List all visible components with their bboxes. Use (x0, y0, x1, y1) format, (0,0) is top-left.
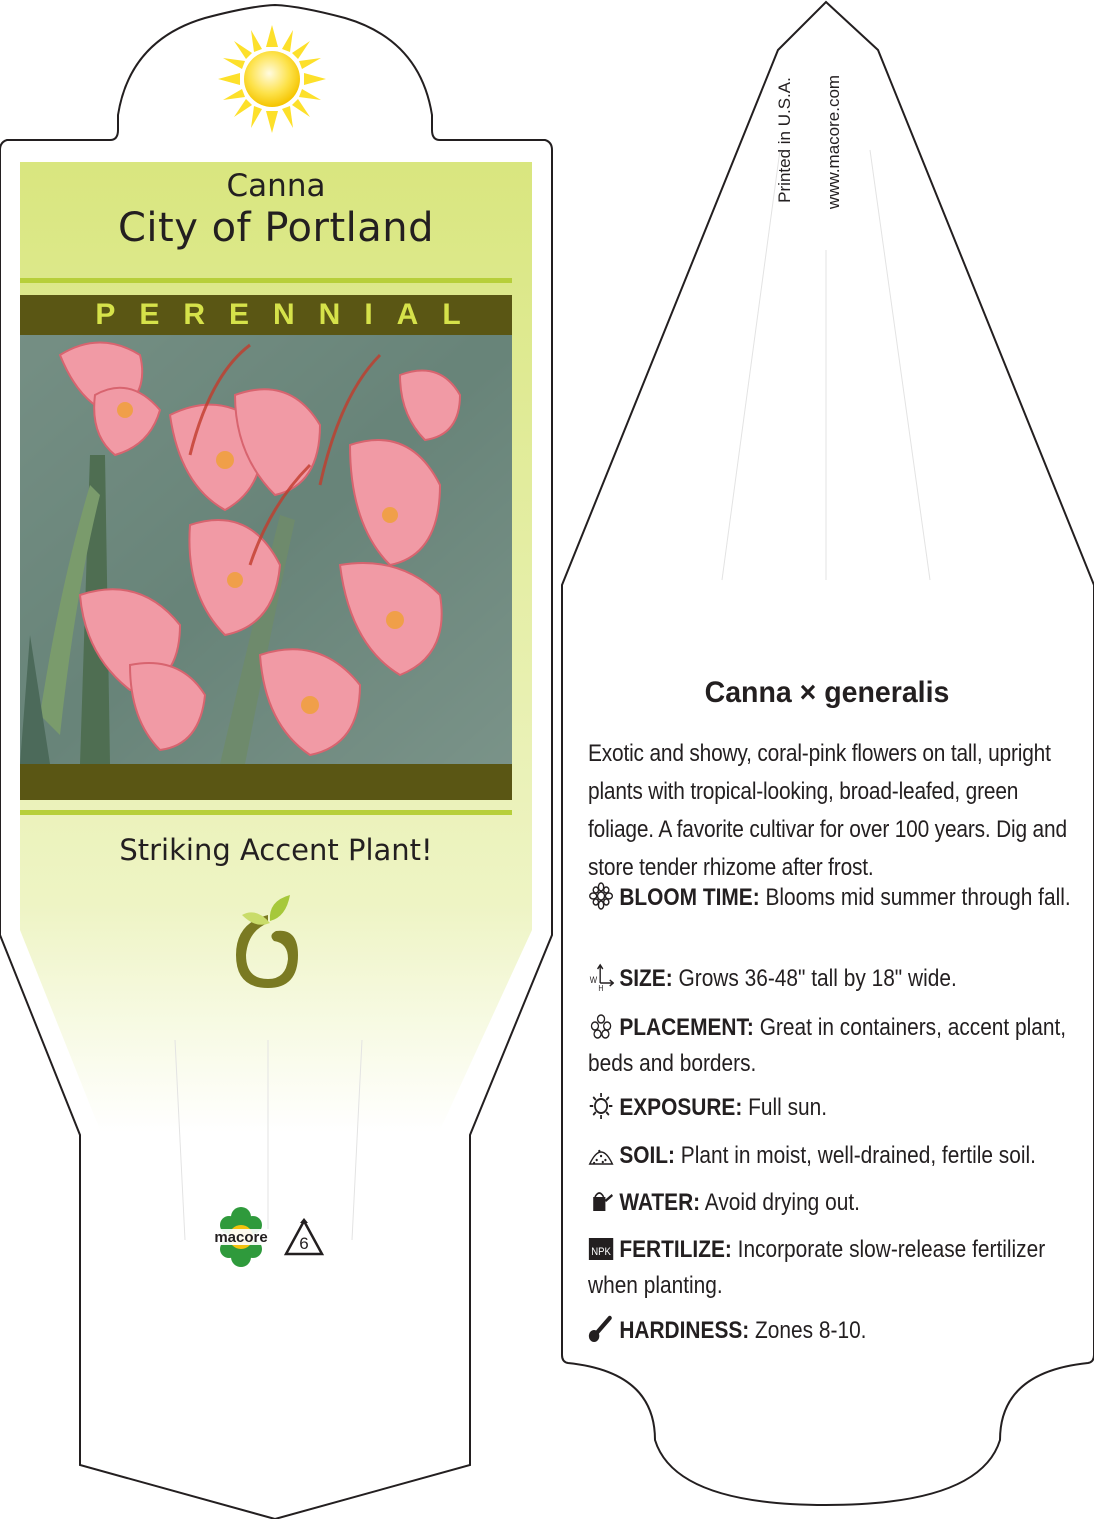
website-text: www.macore.com (824, 74, 844, 210)
macore-logo-text: macore (214, 1229, 268, 1246)
info-size (588, 961, 1075, 997)
plant-genus: Canna (226, 168, 326, 204)
tagline: Striking Accent Plant! (119, 833, 433, 867)
botanical-name: Canna × generalis (704, 676, 950, 709)
soil-label: SOIL: (619, 1142, 675, 1169)
info-hardiness (588, 1313, 1075, 1349)
flower-icon (588, 882, 614, 910)
hardiness-label: HARDINESS: (619, 1317, 750, 1344)
fertilize-text: Incorporate slow-release fertilizer when planting. (588, 1236, 1046, 1299)
bloom-time-label: BLOOM TIME: (619, 884, 760, 911)
npk-icon (588, 1234, 614, 1262)
info-placement (588, 1010, 1075, 1082)
placement-icon (588, 1012, 614, 1040)
plant-variety: City of Portland (117, 205, 435, 251)
svg-text:W: W (589, 974, 598, 986)
thermometer-icon (588, 1315, 614, 1343)
info-soil (588, 1138, 1075, 1174)
info-exposure (588, 1090, 1075, 1126)
exposure-text: Full sun. (748, 1094, 828, 1121)
size-text: Grows 36-48" tall by 18" wide. (678, 965, 957, 992)
svg-text:H: H (598, 983, 604, 991)
info-bloom-time (588, 880, 1075, 916)
plant-type-band: PERENNIAL (95, 298, 485, 331)
water-label: WATER: (619, 1189, 701, 1216)
print-info (774, 60, 862, 240)
soil-text: Plant in moist, well-drained, fertile soil. (680, 1142, 1036, 1169)
printed-in-text: Printed in U.S.A. (774, 77, 794, 203)
svg-text:NPK: NPK (591, 1246, 611, 1259)
watering-can-icon (588, 1187, 614, 1215)
info-fertilize (588, 1232, 1075, 1304)
info-water (588, 1185, 1075, 1221)
soil-icon (588, 1140, 614, 1168)
size-label: SIZE: (619, 965, 673, 992)
placement-label: PLACEMENT: (619, 1014, 754, 1041)
size-icon (588, 963, 614, 991)
sun-outline-icon (588, 1092, 614, 1120)
placement-text: Great in containers, accent plant, beds and borders. (588, 1014, 1067, 1077)
plant-description: Exotic and showy, coral-pink flowers on tall, upright plants with tropical-looking, broad-leafed, green foliage. A favorite cultivar for over 100 years. Dig and store tender rhizome after frost. (588, 740, 1067, 881)
recycle-code: 6 (299, 1234, 309, 1253)
bloom-time-text: Blooms mid summer through fall. (765, 884, 1071, 911)
fertilize-label: FERTILIZE: (619, 1236, 732, 1263)
exposure-label: EXPOSURE: (619, 1094, 743, 1121)
hardiness-text: Zones 8-10. (755, 1317, 867, 1344)
water-text: Avoid drying out. (704, 1189, 860, 1216)
